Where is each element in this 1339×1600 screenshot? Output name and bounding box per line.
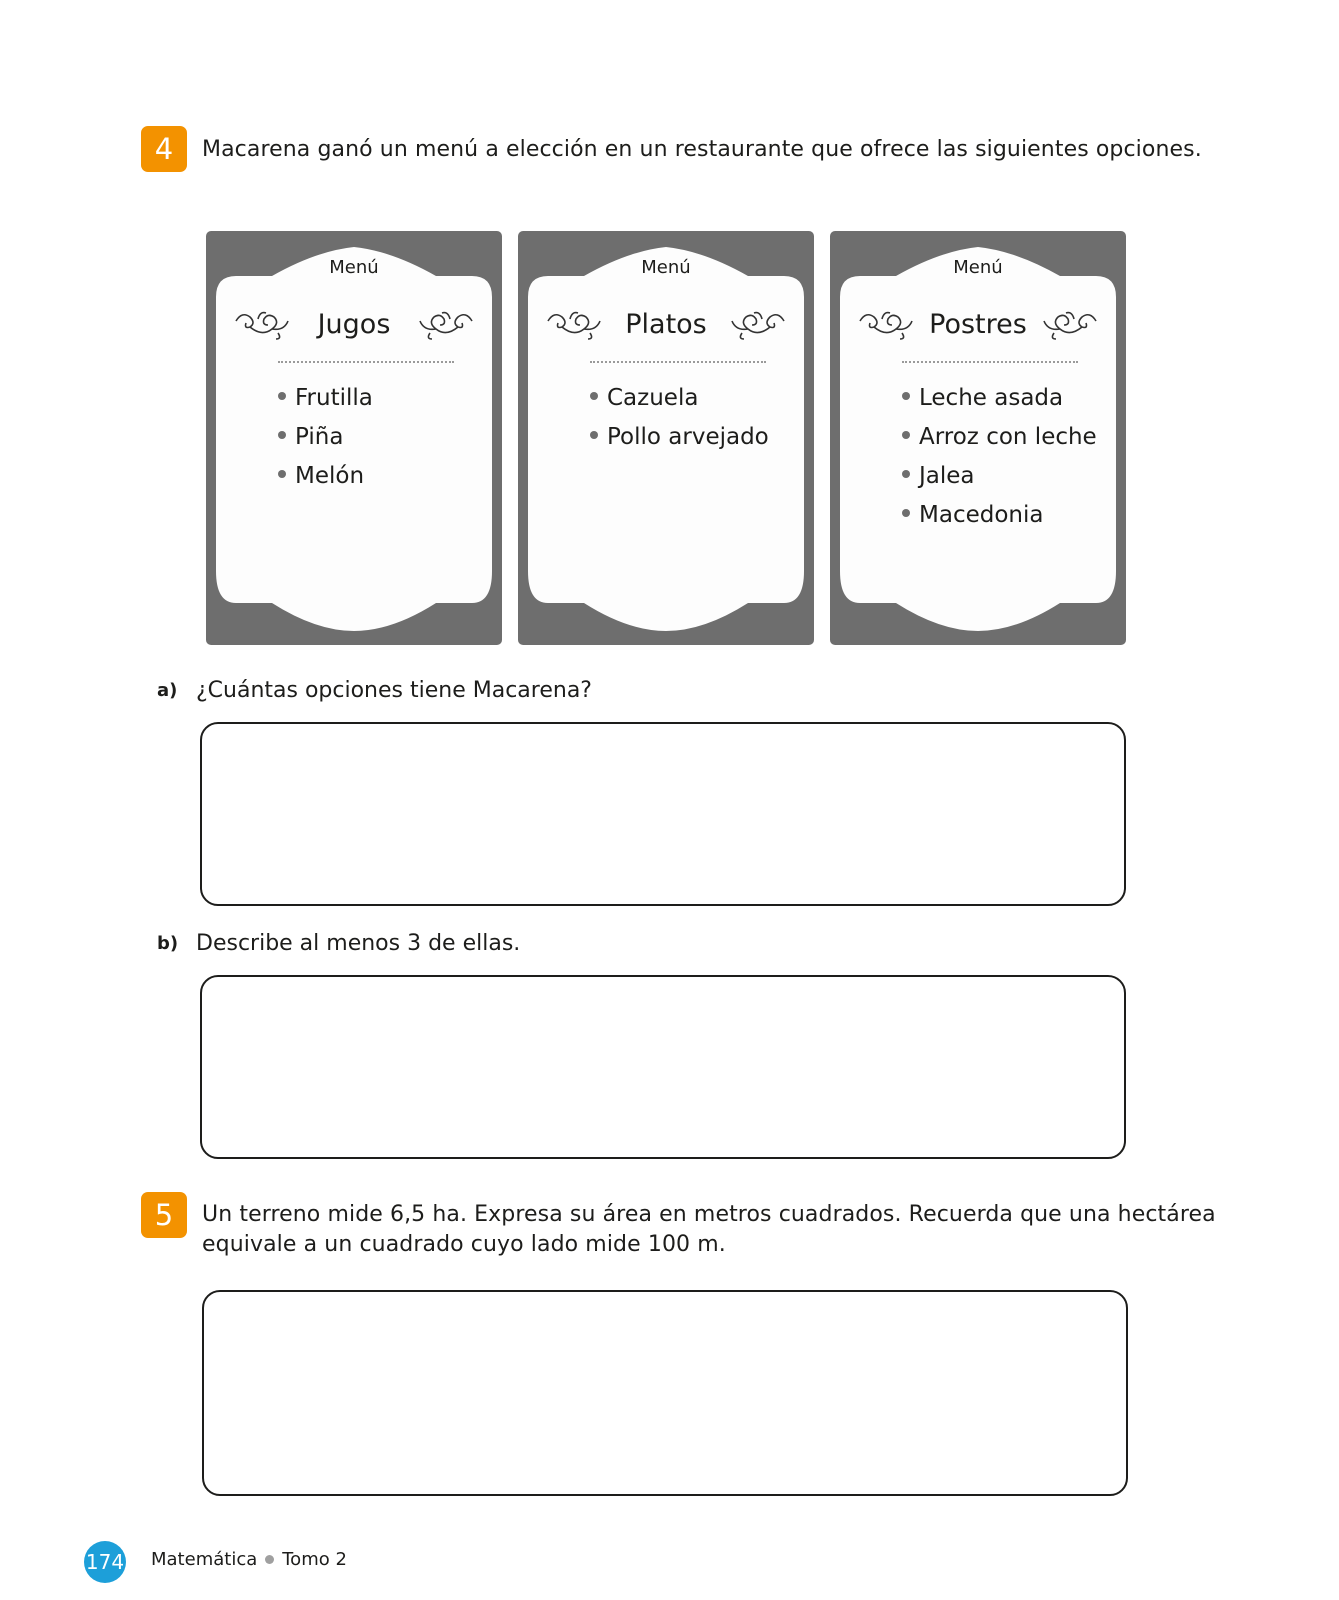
separator-dot-icon (265, 1555, 274, 1564)
bullet-icon (902, 509, 910, 517)
menu-item-list (278, 379, 373, 496)
bullet-icon (902, 470, 910, 478)
menu-item: Arroz con leche (902, 418, 1097, 457)
menu-item: Piña (278, 418, 373, 457)
menu-divider (590, 361, 766, 363)
menu-card-jugos (206, 231, 502, 645)
bullet-icon (902, 392, 910, 400)
menu-divider (278, 361, 454, 363)
menu-item: Leche asada (902, 379, 1097, 418)
menu-divider (902, 361, 1078, 363)
exercise-4-number-badge: 4 (141, 126, 187, 172)
menu-item-list (902, 379, 1097, 535)
question-a-text: ¿Cuántas opciones tiene Macarena? (196, 678, 592, 703)
menu-item: Cazuela (590, 379, 769, 418)
exercise-5-statement-line-2: equivale a un cuadrado cuyo lado mide 100 m. (202, 1232, 726, 1257)
menu-item-list (590, 379, 769, 457)
footer-volume: Tomo 2 (282, 1549, 347, 1570)
bullet-icon (590, 392, 598, 400)
menu-card-platos (518, 231, 814, 645)
menu-header: Menú (641, 257, 691, 278)
menu-item: Pollo arvejado (590, 418, 769, 457)
bullet-icon (278, 431, 286, 439)
answer-box-b[interactable] (200, 975, 1126, 1159)
menu-title: Postres (929, 309, 1027, 340)
answer-box-a[interactable] (200, 722, 1126, 906)
answer-box-5[interactable] (202, 1290, 1128, 1496)
question-b-letter: b) (157, 933, 179, 954)
footer-book-info (151, 1549, 347, 1570)
bullet-icon (278, 392, 286, 400)
exercise-5-number-badge: 5 (141, 1192, 187, 1238)
exercise-4-statement: Macarena ganó un menú a elección en un restaurante que ofrece las siguientes opciones. (202, 137, 1202, 162)
menu-item: Frutilla (278, 379, 373, 418)
menu-header: Menú (953, 257, 1003, 278)
menu-item: Jalea (902, 457, 1097, 496)
page-number: 174 (84, 1541, 126, 1583)
bullet-icon (278, 470, 286, 478)
footer-subject: Matemática (151, 1549, 258, 1570)
bullet-icon (590, 431, 598, 439)
menu-item: Melón (278, 457, 373, 496)
menu-title: Platos (625, 309, 707, 340)
menu-title: Jugos (317, 309, 391, 340)
bullet-icon (902, 431, 910, 439)
question-a-letter: a) (157, 680, 178, 701)
question-b-text: Describe al menos 3 de ellas. (196, 931, 521, 956)
exercise-5-statement-line-1: Un terreno mide 6,5 ha. Expresa su área en metros cuadrados. Recuerda que una hectárea (202, 1202, 1216, 1227)
menu-item: Macedonia (902, 496, 1097, 535)
menu-header: Menú (329, 257, 379, 278)
menu-card-postres (830, 231, 1126, 645)
